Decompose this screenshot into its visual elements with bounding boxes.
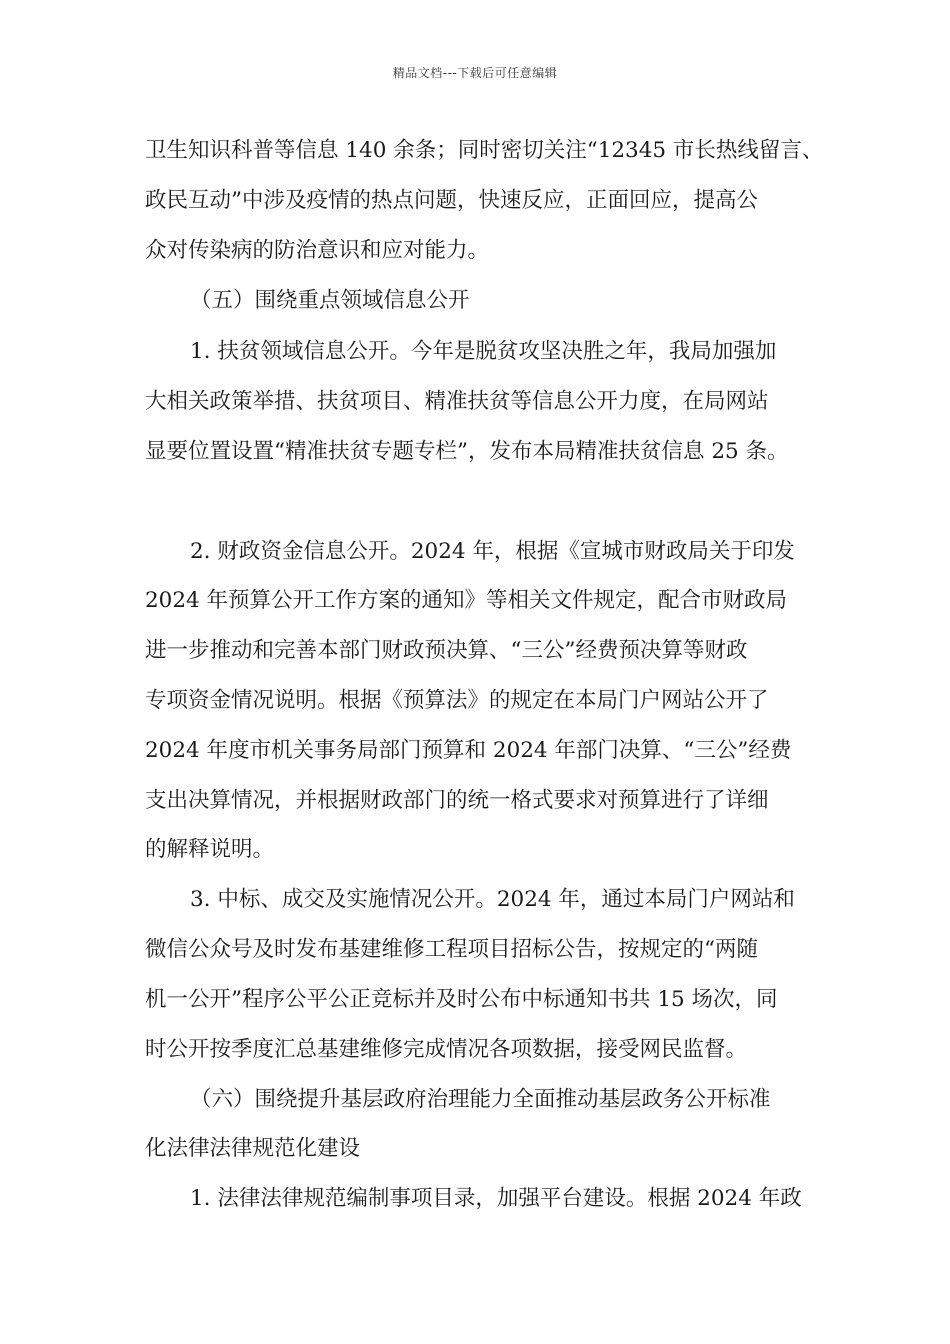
body-line: 时公开按季度汇总基建维修完成情况各项数据，接受网民监督。 <box>145 1037 748 1062</box>
body-line: 进一步推动和完善本部门财政预决算、“三公”经费预决算等财政 <box>145 638 748 663</box>
body-line: 机一公开”程序公平公正竞标并及时公布中标通知书共 15 场次，同 <box>145 987 778 1012</box>
body-line: 2024 年度市机关事务局部门预算和 2024 年部门决算、“三公”经费 <box>145 738 792 763</box>
section-heading-cont: 化法律法律规范化建设 <box>145 1136 361 1161</box>
body-line: 众对传染病的防治意识和应对能力。 <box>145 238 490 263</box>
body-line: 3. 中标、成交及实施情况公开。2024 年，通过本局门户网站和 <box>190 887 795 912</box>
body-line: 大相关政策举措、扶贫项目、精准扶贫等信息公开力度，在局网站 <box>145 389 769 414</box>
body-line: 显要位置设置“精准扶贫专题专栏”，发布本局精准扶贫信息 25 条。 <box>145 439 789 464</box>
body-line: 1. 法律法律规范编制事项目录，加强平台建设。根据 2024 年政 <box>190 1186 802 1211</box>
section-heading: （五）围绕重点领域信息公开 <box>190 288 470 313</box>
section-heading: （六）围绕提升基层政府治理能力全面推动基层政务公开标准 <box>190 1087 771 1112</box>
body-line: 支出决算情况，并根据财政部门的统一格式要求对预算进行了详细 <box>145 788 769 813</box>
page-header: 精品文档---下载后可任意编辑 <box>392 66 558 80</box>
body-line: 2. 财政资金信息公开。2024 年，根据《宣城市财政局关于印发 <box>190 539 795 564</box>
body-line: 2024 年预算公开工作方案的通知》等相关文件规定，配合市财政局 <box>145 588 788 613</box>
body-line: 政民互动”中涉及疫情的热点问题，快速反应，正面回应，提高公 <box>145 188 758 213</box>
body-line: 1. 扶贫领域信息公开。今年是脱贫攻坚决胜之年，我局加强加 <box>190 339 777 364</box>
body-line: 微信公众号及时发布基建维修工程项目招标公告，按规定的“两随 <box>145 937 758 962</box>
body-line: 专项资金情况说明。根据《预算法》的规定在本局门户网站公开了 <box>145 688 769 713</box>
body-line: 的解释说明。 <box>145 837 275 862</box>
body-line: 卫生知识科普等信息 140 余条；同时密切关注“12345 市长热线留言、 <box>145 138 824 163</box>
